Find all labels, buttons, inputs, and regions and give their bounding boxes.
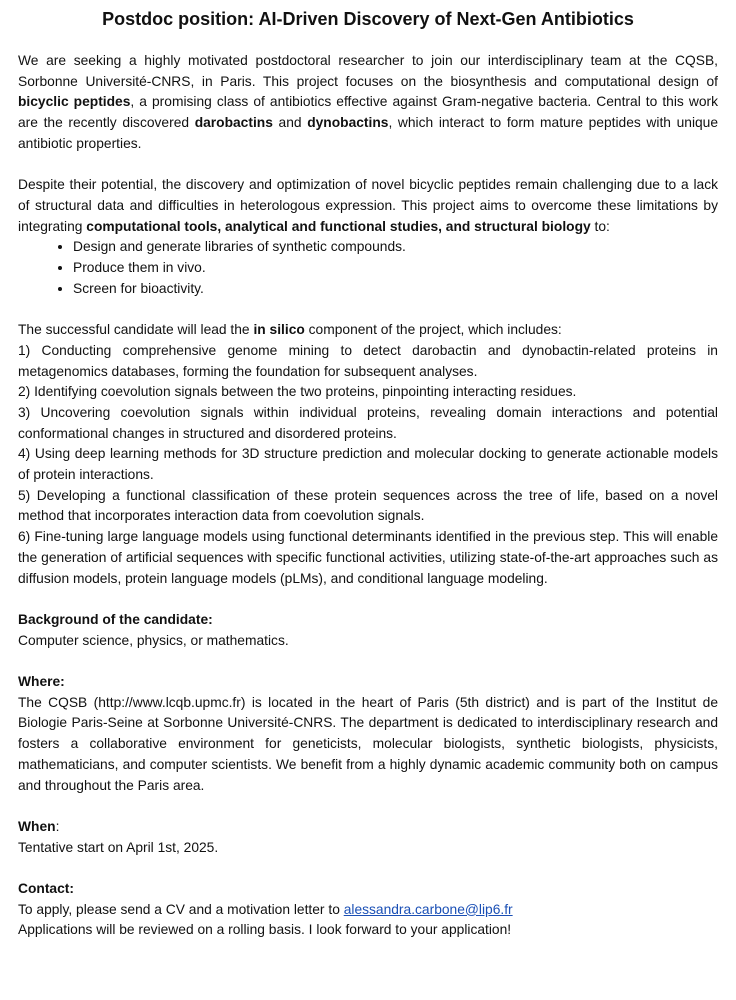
silico-text-2: component of the project, which includes: [304, 322, 562, 338]
background-text: Computer science, physics, or mathematics. [18, 632, 289, 648]
list-item: • Produce them in vivo. [73, 258, 718, 279]
where-text: The CQSB (http://www.lcqb.upmc.fr) is located in the heart of Paris (5th district) and is part of the Institut de Biologie Paris-Seine at Sorbonne Université-CNRS. The department is dedicated to interdisciplinary research and fosters a collaborative environment for geneticists, molecular biologists, synthetic biologists, physicists, mathematicians, and computer scientists. We benefit from a highly dynamic academic community both on campus and throughout the Paris area. [18, 694, 718, 793]
contact-email-link[interactable]: alessandra.carbone@lip6.fr [343, 901, 513, 917]
contact-heading: Contact: [18, 881, 74, 897]
intro-bold-bicyclic-peptides: bicyclic peptides [18, 94, 131, 110]
silico-item-5: 5) Developing a functional classification of these protein sequences across the tree of life, based on a novel method that incorporates interaction data from coevolution signals. [18, 487, 718, 524]
when-heading-line [18, 817, 718, 838]
silico-intro [18, 320, 718, 341]
challenge-bold-approach: computational tools, analytical and functional studies, and structural biology [86, 218, 591, 234]
where-heading: Where: [18, 674, 65, 690]
aims-list [18, 237, 718, 299]
contact-line-1 [18, 900, 718, 921]
when-colon: : [55, 818, 60, 834]
challenge-text-2: to: [590, 218, 610, 234]
challenge-paragraph [18, 175, 718, 237]
intro-bold-darobactins: darobactins [194, 115, 273, 131]
challenge-text-1: Despite their potential, the discovery and optimization of novel bicyclic peptides remain challenging due to a lack of structural data and difficulties in heterologous expression. This project aims to overcome these limitations by integrating [18, 177, 718, 234]
silico-item-2: 2) Identifying coevolution signals between the two proteins, pinpointing interacting residues. [18, 384, 577, 400]
contact-prefix: To apply, please send a CV and a motivation letter to [18, 901, 344, 917]
intro-text-3: and [272, 115, 308, 131]
when-heading: When [18, 818, 56, 834]
intro-bold-dynobactins: dynobactins [307, 115, 389, 131]
silico-item-6: 6) Fine-tuning large language models using functional determinants identified in the previous step. This will enable the generation of artificial sequences with specific functional activities, utilizing state-of-the-art approaches such as diffusion models, protein language models (pLMs), and conditional language modeling. [18, 529, 718, 586]
silico-bold-in-silico: in silico [253, 322, 305, 338]
silico-text-1: The successful candidate will lead the [18, 322, 254, 338]
intro-text-2: , a promising class of antibiotics effective against Gram-negative bacteria. Central to this work are the recently discovered [18, 94, 719, 131]
list-item: • Design and generate libraries of synthetic compounds. [73, 237, 718, 258]
silico-item-1: 1) Conducting comprehensive genome mining to detect darobactin and dynobactin-related proteins in metagenomics databases, forming the foundation for subsequent analyses. [18, 342, 718, 379]
intro-text-1: We are seeking a highly motivated postdoctoral researcher to join our interdisciplinary team at the CQSB, Sorbonne Université-CNRS, in Paris. This project focuses on the biosynthesis and computational design of [18, 53, 718, 89]
intro-paragraph [18, 51, 718, 155]
contact-line-2: Applications will be reviewed on a rolling basis. I look forward to your application! [18, 922, 512, 938]
intro-text-4: , which interact to form mature peptides with unique antibiotic properties. [18, 115, 719, 151]
when-text: Tentative start on April 1st, 2025. [18, 839, 219, 855]
background-heading: Background of the candidate: [18, 611, 213, 627]
silico-item-4: 4) Using deep learning methods for 3D structure prediction and molecular docking to generate actionable models of protein interactions. [18, 446, 718, 483]
list-item: • Screen for bioactivity. [73, 279, 718, 300]
page-title: Postdoc position: AI-Driven Discovery of Next-Gen Antibiotics [102, 9, 634, 29]
silico-item-3: 3) Uncovering coevolution signals within individual proteins, revealing domain interactions and potential conformational changes in structured and disordered proteins. [18, 404, 718, 441]
